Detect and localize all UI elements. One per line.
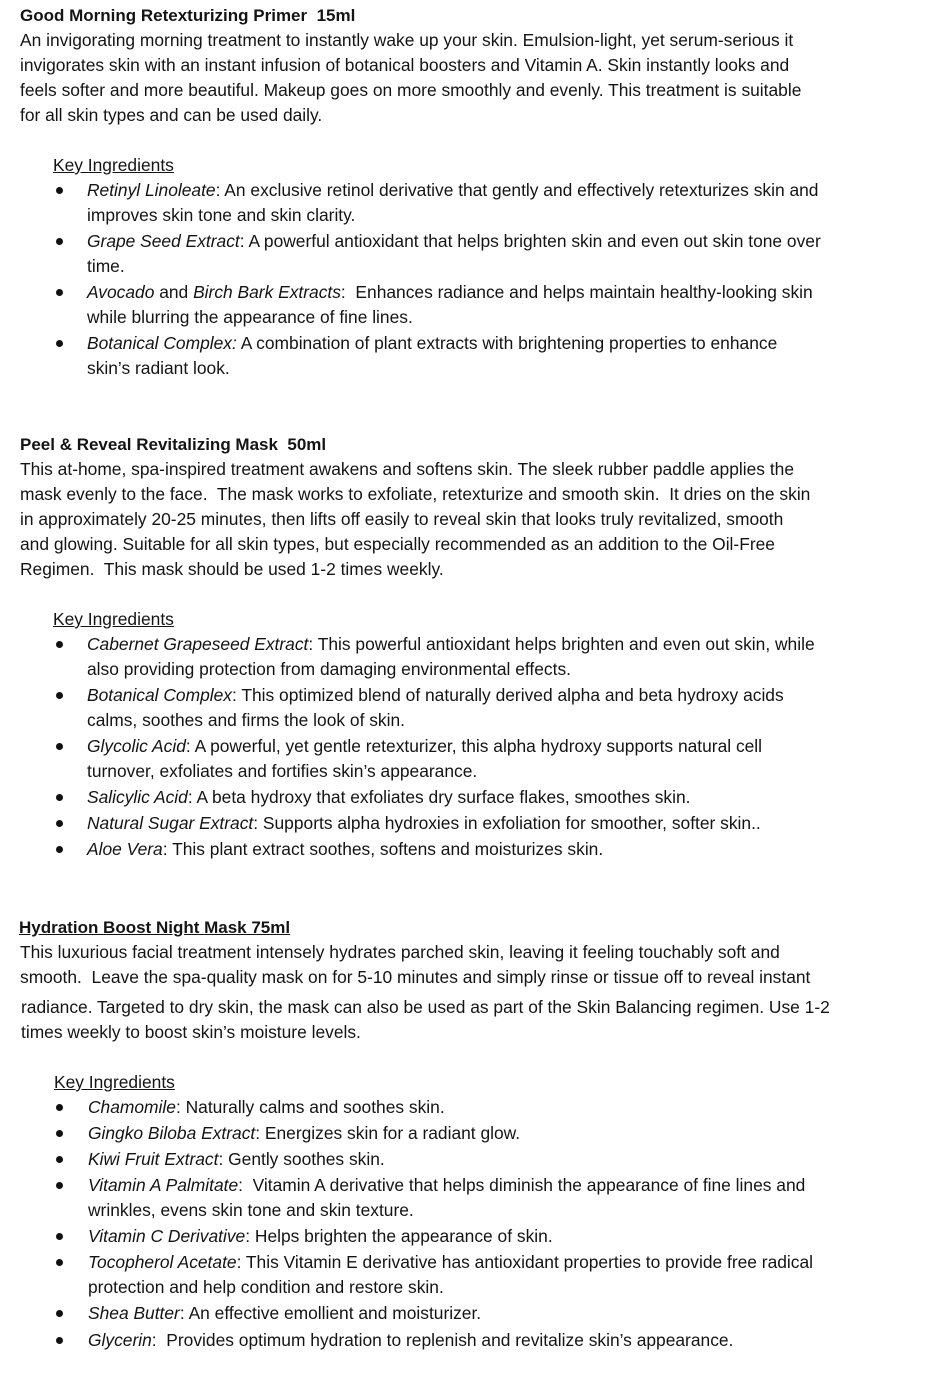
ingredient-item bbox=[87, 632, 815, 657]
ingredient-desc: : A powerful antioxidant that helps brighten skin and even out skin tone over bbox=[239, 231, 821, 251]
ingredient-desc-cont: while blurring the appearance of fine lines. bbox=[87, 307, 413, 327]
ingredient-desc-cont: improves skin tone and skin clarity. bbox=[87, 205, 356, 225]
ingredient-desc: : Supports alpha hydroxies in exfoliation for smoother, softer skin.. bbox=[253, 813, 761, 833]
bullet-icon bbox=[56, 1130, 63, 1137]
key-ingredients-heading: Key Ingredients bbox=[53, 155, 174, 175]
ingredient-desc-cont: also providing protection from damaging environmental effects. bbox=[87, 659, 571, 679]
ingredient-item bbox=[87, 178, 818, 203]
bullet-icon bbox=[56, 1233, 63, 1240]
product-title: Good Morning Retexturizing Primer 15ml bbox=[20, 6, 356, 25]
ingredient-item bbox=[88, 1328, 733, 1353]
ingredient-name: Gingko Biloba Extract bbox=[88, 1123, 256, 1143]
description-line: This at-home, spa-inspired treatment awakens and softens skin. The sleek rubber paddle applies the bbox=[20, 459, 794, 479]
ingredient-desc: : An exclusive retinol derivative that gently and effectively retexturizes skin and bbox=[215, 180, 819, 200]
bullet-icon bbox=[56, 340, 63, 347]
description-line: in approximately 20-25 minutes, then lifts off easily to reveal skin that looks truly revitalized, smooth bbox=[20, 509, 784, 529]
ingredient-item bbox=[87, 331, 777, 356]
product-title: Peel & Reveal Revitalizing Mask 50ml bbox=[20, 435, 327, 454]
description-line: feels softer and more beautiful. Makeup goes on more smoothly and evenly. This treatment is suitable bbox=[20, 80, 802, 100]
ingredient-item bbox=[87, 811, 761, 836]
ingredient-item bbox=[87, 229, 821, 254]
ingredient-desc: : Vitamin A derivative that helps diminish the appearance of fine lines and bbox=[238, 1175, 806, 1195]
ingredient-name: Cabernet Grapeseed Extract bbox=[87, 634, 309, 654]
key-ingredients-heading: Key Ingredients bbox=[54, 1072, 175, 1092]
ingredient-desc: : An effective emollient and moisturizer. bbox=[179, 1303, 482, 1323]
bullet-icon bbox=[56, 187, 63, 194]
bullet-icon bbox=[56, 1182, 63, 1189]
description-line: invigorates skin with an instant infusion of botanical boosters and Vitamin A. Skin instantly looks and bbox=[20, 55, 790, 75]
ingredient-item bbox=[88, 1224, 553, 1249]
description-line: smooth. Leave the spa-quality mask on for 5-10 minutes and simply rinse or tissue off to reveal instant bbox=[20, 967, 811, 987]
ingredient-desc: : Energizes skin for a radiant glow. bbox=[255, 1123, 521, 1143]
ingredient-item bbox=[87, 785, 690, 810]
ingredient-name: Retinyl Linoleate bbox=[87, 180, 216, 200]
ingredient-desc: A combination of plant extracts with brightening properties to enhance bbox=[236, 333, 778, 353]
ingredient-desc: : This optimized blend of naturally derived alpha and beta hydroxy acids bbox=[232, 685, 784, 705]
ingredient-desc-cont: calms, soothes and firms the look of skin. bbox=[87, 710, 405, 730]
ingredient-desc-cont: time. bbox=[87, 256, 125, 276]
bullet-icon bbox=[56, 1104, 63, 1111]
ingredient-desc: : Naturally calms and soothes skin. bbox=[175, 1097, 445, 1117]
bullet-icon bbox=[56, 1310, 63, 1317]
bullet-icon bbox=[56, 846, 63, 853]
bullet-icon bbox=[56, 1259, 63, 1266]
bullet-icon bbox=[56, 692, 63, 699]
ingredient-desc: : Enhances radiance and helps maintain healthy-looking skin bbox=[340, 282, 813, 302]
bullet-icon bbox=[56, 820, 63, 827]
description-line: Regimen. This mask should be used 1-2 times weekly. bbox=[20, 559, 444, 579]
ingredient-item bbox=[88, 1173, 805, 1198]
ingredient-name: Chamomile bbox=[88, 1097, 176, 1117]
bullet-icon bbox=[56, 641, 63, 648]
ingredient-desc-cont: skin’s radiant look. bbox=[87, 358, 230, 378]
ingredient-name: Kiwi Fruit Extract bbox=[88, 1149, 219, 1169]
description-line: for all skin types and can be used daily. bbox=[20, 105, 323, 125]
ingredient-name: Grape Seed Extract bbox=[87, 231, 240, 251]
ingredient-name: Birch Bark Extracts bbox=[193, 282, 341, 302]
ingredient-item bbox=[87, 734, 762, 759]
ingredient-desc-cont: protection and help condition and restore skin. bbox=[88, 1277, 444, 1297]
ingredient-desc: : This powerful antioxidant helps brighten and even out skin, while bbox=[308, 634, 815, 654]
ingredient-desc: : Provides optimum hydration to replenish and revitalize skin’s appearance. bbox=[151, 1330, 734, 1350]
ingredient-desc: : This Vitamin E derivative has antioxidant properties to provide free radical bbox=[236, 1252, 814, 1272]
ingredient-item bbox=[88, 1301, 481, 1326]
key-ingredients-heading: Key Ingredients bbox=[53, 609, 174, 629]
ingredient-name: Aloe Vera bbox=[87, 839, 163, 859]
ingredient-name: Salicylic Acid bbox=[87, 787, 188, 807]
ingredient-desc: : Gently soothes skin. bbox=[218, 1149, 385, 1169]
ingredient-name: Glycolic Acid bbox=[87, 736, 186, 756]
ingredient-desc-cont: turnover, exfoliates and fortifies skin’s appearance. bbox=[87, 761, 478, 781]
bullet-icon bbox=[56, 238, 63, 245]
bullet-icon bbox=[56, 743, 63, 750]
ingredient-name: Vitamin A Palmitate bbox=[88, 1175, 239, 1195]
bullet-icon bbox=[56, 1156, 63, 1163]
ingredient-name: Vitamin C Derivative bbox=[88, 1226, 246, 1246]
ingredient-item bbox=[87, 683, 784, 708]
ingredient-name: Botanical Complex bbox=[87, 685, 232, 705]
ingredient-name: Tocopherol Acetate bbox=[88, 1252, 237, 1272]
ingredient-item bbox=[88, 1250, 813, 1275]
ingredient-item bbox=[88, 1147, 385, 1172]
ingredient-name: Natural Sugar Extract bbox=[87, 813, 254, 833]
bullet-icon bbox=[56, 1337, 63, 1344]
ingredient-item bbox=[88, 1095, 445, 1120]
ingredient-desc: : A beta hydroxy that exfoliates dry surface flakes, smoothes skin. bbox=[187, 787, 691, 807]
ingredient-desc: : Helps brighten the appearance of skin. bbox=[245, 1226, 553, 1246]
ingredient-name: Shea Butter bbox=[88, 1303, 180, 1323]
bullet-icon bbox=[56, 794, 63, 801]
description-line: radiance. Targeted to dry skin, the mask can also be used as part of the Skin Balancing regimen. Use 1-2 bbox=[21, 997, 830, 1017]
description-line: An invigorating morning treatment to instantly wake up your skin. Emulsion-light, yet serum-serious it bbox=[20, 30, 794, 50]
product-title: Hydration Boost Night Mask 75ml bbox=[19, 918, 291, 937]
ingredient-item bbox=[87, 837, 603, 862]
ingredient-desc-cont: wrinkles, evens skin tone and skin texture. bbox=[88, 1200, 414, 1220]
ingredient-conjunction: and bbox=[154, 282, 194, 302]
ingredient-name: Botanical Complex: bbox=[87, 333, 237, 353]
bullet-icon bbox=[56, 289, 63, 296]
description-line: This luxurious facial treatment intensely hydrates parched skin, leaving it feeling touchably soft and bbox=[20, 942, 780, 962]
ingredient-desc: : A powerful, yet gentle retexturizer, this alpha hydroxy supports natural cell bbox=[185, 736, 763, 756]
ingredient-desc: : This plant extract soothes, softens and moisturizes skin. bbox=[162, 839, 604, 859]
description-line: and glowing. Suitable for all skin types, but especially recommended as an addition to the Oil-Free bbox=[20, 534, 775, 554]
description-line: mask evenly to the face. The mask works to exfoliate, retexturize and smooth skin. It dries on the skin bbox=[20, 484, 811, 504]
description-line: times weekly to boost skin’s moisture levels. bbox=[21, 1022, 361, 1042]
ingredient-name: Glycerin bbox=[88, 1330, 152, 1350]
ingredient-name: Avocado bbox=[87, 282, 155, 302]
ingredient-item bbox=[87, 280, 813, 305]
ingredient-item bbox=[88, 1121, 520, 1146]
